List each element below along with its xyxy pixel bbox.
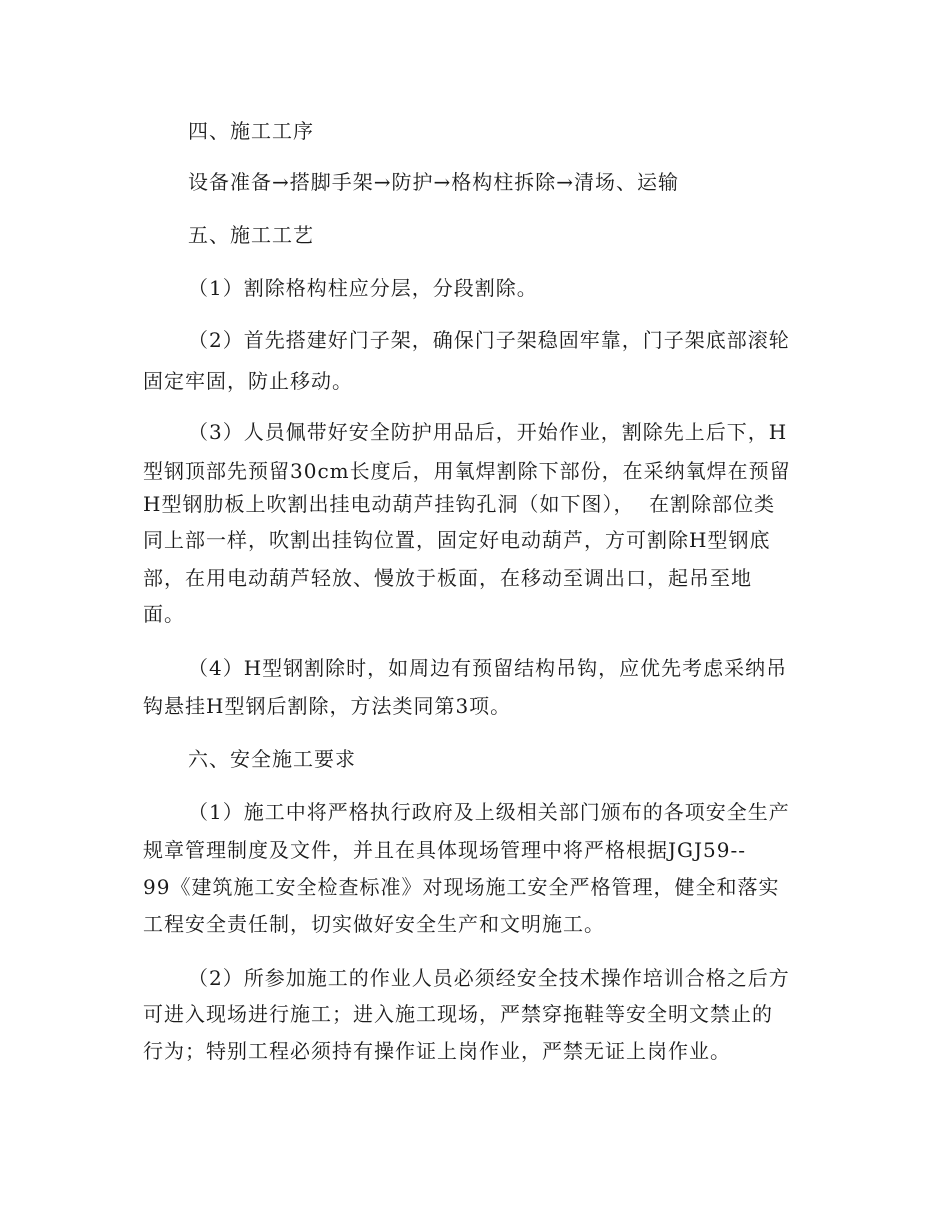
craft-item-3-line-6: 面。 — [143, 602, 185, 626]
craft-item-4-line-2: 钩悬挂H型钢后割除，方法类同第3项。 — [143, 694, 512, 718]
craft-item-3-line-3: H型钢肋板上吹割出挂电动葫芦挂钩孔洞（如下图）， 在割除部位类 — [143, 492, 776, 516]
craft-item-4-line-1: （4）H型钢割除时，如周边有预留结构吊钩，应优先考虑采纳吊 — [188, 656, 788, 680]
safety-item-2-line-2: 可进入现场进行施工；进入施工现场，严禁穿拖鞋等安全明文禁止的 — [143, 1002, 773, 1026]
safety-item-1-line-4: 工程安全责任制，切实做好安全生产和文明施工。 — [143, 912, 605, 936]
craft-item-2-line-2: 固定牢固，防止移动。 — [143, 369, 353, 393]
section-heading-safety: 六、安全施工要求 — [188, 747, 356, 771]
craft-item-3-line-2: 型钢顶部先预留30cm长度后，用氧焊割除下部份，在采纳氧焊在预留 — [143, 459, 791, 483]
section-heading-craft: 五、施工工艺 — [188, 223, 314, 247]
safety-item-1-line-3: 99《建筑施工安全检查标准》对现场施工安全严格管理，健全和落实 — [143, 875, 780, 899]
safety-item-1-line-2: 规章管理制度及文件，并且在具体现场管理中将严格根据JGJ59-- — [143, 838, 746, 862]
craft-item-3-line-4: 同上部一样，吹割出挂钩位置，固定好电动葫芦，方可割除H型钢底 — [143, 528, 771, 552]
craft-item-3-line-5: 部，在用电动葫芦轻放、慢放于板面，在移动至调出口，起吊至地 — [143, 566, 752, 590]
section-heading-process: 四、施工工序 — [188, 119, 314, 143]
craft-item-3-line-1: （3）人员佩带好安全防护用品后，开始作业，割除先上后下，H — [188, 420, 788, 444]
safety-item-1-line-1: （1）施工中将严格执行政府及上级相关部门颁布的各项安全生产 — [188, 800, 790, 824]
safety-item-2-line-1: （2）所参加施工的作业人员必须经安全技术操作培训合格之后方 — [188, 966, 790, 990]
craft-item-2-line-1: （2）首先搭建好门子架，确保门子架稳固牢靠，门子架底部滚轮 — [188, 328, 790, 352]
safety-item-2-line-3: 行为；特别工程必须持有操作证上岗作业，严禁无证上岗作业。 — [143, 1039, 731, 1063]
process-flow: 设备准备→搭脚手架→防护→格构柱拆除→清场、运输 — [188, 170, 680, 194]
craft-item-1: （1）割除格构柱应分层，分段割除。 — [188, 276, 538, 300]
